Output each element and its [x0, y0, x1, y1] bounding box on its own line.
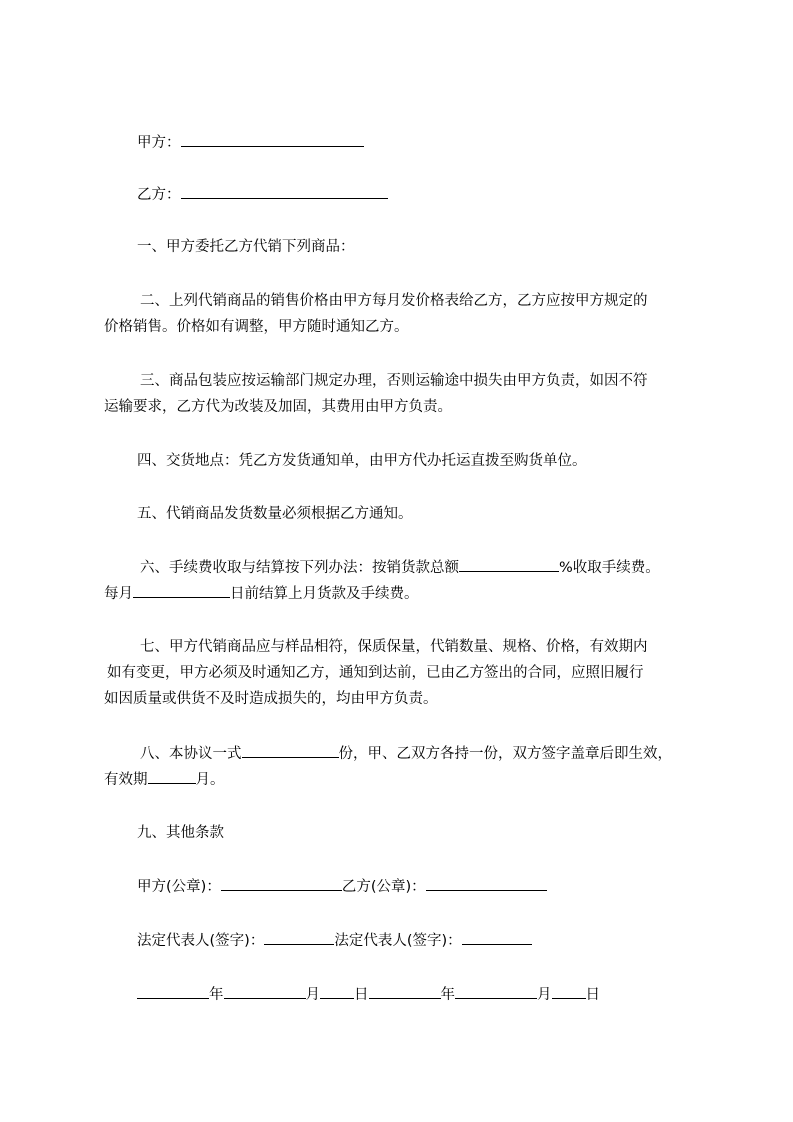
date-b-year-blank[interactable]	[369, 984, 441, 999]
fee-percent-blank[interactable]	[459, 557, 559, 572]
rep-b-blank[interactable]	[462, 930, 532, 945]
clause-4: 四、交货地点：凭乙方发货通知单，由甲方代办托运直拨至购货单位。	[137, 453, 587, 469]
clause-6-text-b: %收取手续费。	[559, 560, 660, 576]
clause-9: 九、其他条款	[137, 825, 224, 841]
date-b-day-blank[interactable]	[552, 984, 586, 999]
clause-6-line-1	[140, 557, 660, 577]
clause-8-line-1	[140, 743, 672, 763]
date-line	[137, 984, 600, 1004]
party-b-label: 乙方：	[137, 187, 181, 203]
party-a-seal-blank[interactable]	[221, 876, 342, 891]
rep-b-label: 法定代表人(签字)：	[334, 933, 462, 949]
clause-7-line-3: 如因质量或供货不及时造成损失的，均由甲方负责。	[104, 691, 438, 707]
date-b-month-label: 月	[537, 987, 552, 1003]
clause-8-text-a: 八、本协议一式	[140, 746, 242, 762]
party-a-label: 甲方：	[137, 135, 181, 151]
clause-3-line-2: 运输要求，乙方代为改装及加固，其费用由甲方负责。	[104, 399, 452, 415]
date-a-year-blank[interactable]	[137, 984, 209, 999]
clause-3-line-1: 三、商品包装应按运输部门规定办理，否则运输途中损失由甲方负责，如因不符	[140, 373, 648, 389]
clause-8-text-d: 月。	[195, 772, 225, 788]
party-a-blank[interactable]	[181, 132, 364, 147]
clause-6-text-d: 日前结算上月货款及手续费。	[230, 586, 419, 602]
clause-8-text-b: 份，甲、乙双方各持一份，双方签字盖章后即生效，	[338, 746, 672, 762]
clause-6-text-a: 六、手续费收取与结算按下列办法：按销货款总额	[140, 560, 459, 576]
date-a-day-label: 日	[354, 987, 369, 1003]
party-b-blank[interactable]	[181, 184, 388, 199]
seal-line	[137, 876, 547, 896]
party-b-line	[137, 184, 388, 204]
date-b-year-label: 年	[440, 987, 455, 1003]
clause-5: 五、代销商品发货数量必须根据乙方通知。	[137, 506, 413, 522]
representative-line	[137, 930, 532, 950]
clause-2-line-2: 价格销售。价格如有调整，甲方随时通知乙方。	[104, 319, 409, 335]
clause-2-line-1: 二、上列代销商品的销售价格由甲方每月发价格表给乙方，乙方应按甲方规定的	[140, 293, 648, 309]
clause-1: 一、甲方委托乙方代销下列商品：	[137, 239, 355, 255]
clause-8-line-2	[104, 769, 225, 789]
date-b-month-blank[interactable]	[455, 984, 537, 999]
clause-7-line-1: 七、甲方代销商品应与样品相符，保质保量，代销数量、规格、价格，有效期内	[140, 639, 648, 655]
clause-8-text-c: 有效期	[104, 772, 148, 788]
clause-6-text-c: 每月	[104, 586, 133, 602]
date-a-year-label: 年	[209, 987, 224, 1003]
date-a-day-blank[interactable]	[320, 984, 354, 999]
party-b-seal-blank[interactable]	[426, 876, 547, 891]
party-a-line	[137, 132, 364, 152]
clause-7-line-2: 如有变更，甲方必须及时通知乙方，通知到达前，已由乙方签出的合同，应照旧履行	[107, 665, 644, 681]
validity-months-blank[interactable]	[148, 769, 196, 784]
copies-blank[interactable]	[242, 743, 339, 758]
party-b-seal-label: 乙方(公章)：	[341, 879, 426, 895]
rep-a-label: 法定代表人(签字)：	[137, 933, 265, 949]
rep-a-blank[interactable]	[264, 930, 334, 945]
settlement-day-blank[interactable]	[133, 583, 230, 598]
date-b-day-label: 日	[585, 987, 600, 1003]
date-a-month-blank[interactable]	[224, 984, 306, 999]
party-a-seal-label: 甲方(公章)：	[137, 879, 221, 895]
date-a-month-label: 月	[305, 987, 320, 1003]
clause-6-line-2	[104, 583, 419, 603]
